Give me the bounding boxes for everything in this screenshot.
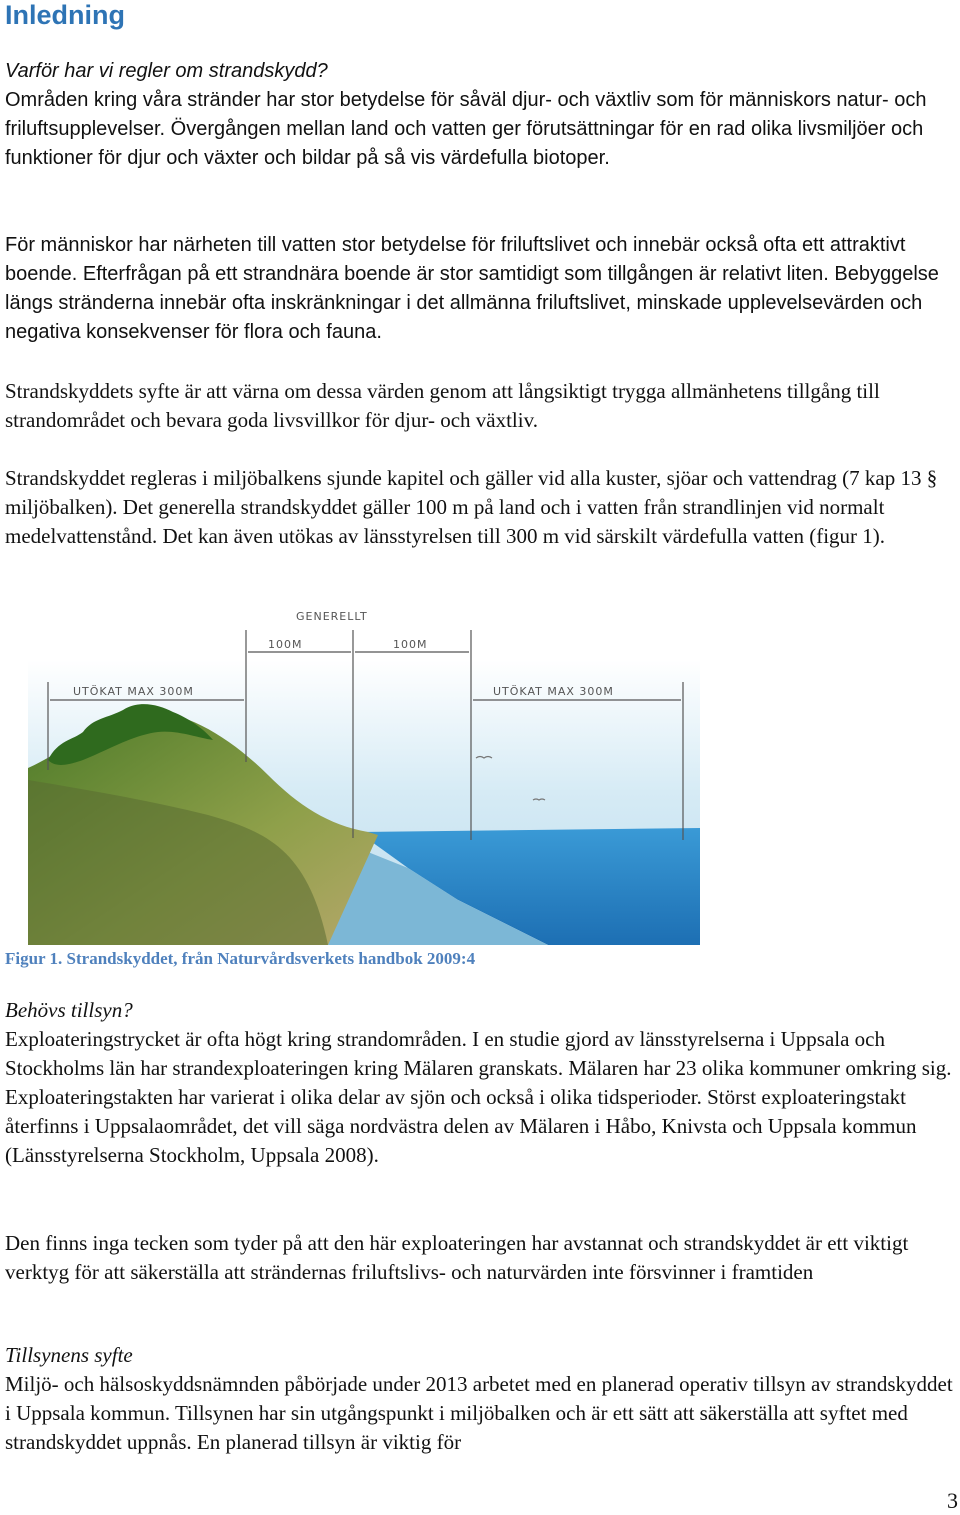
paragraph-tillsyn <box>5 996 957 1170</box>
shoreline-illustration <box>28 600 700 945</box>
strandskydd-figure <box>28 600 700 945</box>
figure-caption: Figur 1. Strandskyddet, från Naturvårdsverkets handbok 2009:4 <box>5 949 476 968</box>
label-100m-right: 100M <box>393 638 428 651</box>
paragraph-text: Områden kring våra stränder har stor betydelse för såväl djur- och växtliv som för människors natur- och friluftsupplevelser. Övergången mellan land och vatten ger förutsättningar för en rad olika livsmiljöer och funktioner för djur och växter och bildar på så vis värdefulla biotoper. <box>5 89 927 169</box>
intro-paragraph <box>5 57 957 173</box>
paragraph-syfte: Strandskyddets syfte är att värna om dessa värden genom att långsiktigt trygga allmänhetens tillgång till strandområdet och bevara goda livsvillkor för djur- och växtliv. <box>5 379 880 432</box>
question-heading: Tillsynens syfte <box>5 1343 133 1367</box>
question-heading: Behövs tillsyn? <box>5 998 133 1022</box>
label-100m-left: 100M <box>268 638 303 651</box>
question-heading: Varför har vi regler om strandskydd? <box>5 60 328 82</box>
paragraph-reglering: Strandskyddet regleras i miljöbalkens sjunde kapitel och gäller vid alla kuster, sjöar och vattendrag (7 kap 13 § miljöbalken). Det generella strandskyddet gäller 100 m på land och i vatten från strandlinjen vid normalt medelvattenstånd. Det kan även utökas av länsstyrelsen till 300 m vid särskilt värdefulla vatten (figur 1). <box>5 466 938 548</box>
page-number: 3 <box>947 1488 958 1513</box>
label-utokat-right: UTÖKAT MAX 300M <box>493 685 614 698</box>
label-utokat-left: UTÖKAT MAX 300M <box>73 685 194 698</box>
section-heading: Inledning <box>5 0 125 30</box>
paragraph-exploatering: Den finns inga tecken som tyder på att den här exploateringen har avstannat och strandskyddet är ett viktigt verktyg för att säkerställa att strändernas friluftslivs- och naturvärden inte försvinner i framtiden <box>5 1231 909 1284</box>
paragraph-tillsynens-syfte <box>5 1341 957 1457</box>
label-generellt: GENERELLT <box>296 610 368 623</box>
paragraph-text: Miljö- och hälsoskyddsnämnden påbörjade under 2013 arbetet med en planerad operativ tillsyn av strandskyddet i Uppsala kommun. Tillsynen har sin utgångspunkt i miljöbalken och är ett sätt att säkerställa att syftet med strandskyddet uppnås. En planerad tillsyn är viktig för <box>5 1372 953 1454</box>
paragraph-friluftsliv: För människor har närheten till vatten stor betydelse för friluftslivet och innebär också ofta ett attraktivt boende. Efterfrågan på ett strandnära boende är stor samtidigt som tillgången är relativt liten. Bebyggelse längs stränderna innebär ofta inskränkningar i det allmänna friluftslivet, minskade upplevelsevärden och negativa konsekvenser för flora och fauna. <box>5 234 939 343</box>
paragraph-text: Exploateringstrycket är ofta högt kring strandområden. I en studie gjord av länsstyrelserna i Uppsala och Stockholms län har strandexploateringen kring Mälaren granskats. Mälaren har 23 olika kommuner omkring sig. Exploateringstakten har varierat i olika delar av sjön och också i olika tidsperioder. Störst exploateringstakt återfinns i Uppsalaområdet, det vill säga nordvästra delen av Mälaren i Håbo, Knivsta och Uppsala kommun (Länsstyrelserna Stockholm, Uppsala 2008). <box>5 1027 952 1167</box>
